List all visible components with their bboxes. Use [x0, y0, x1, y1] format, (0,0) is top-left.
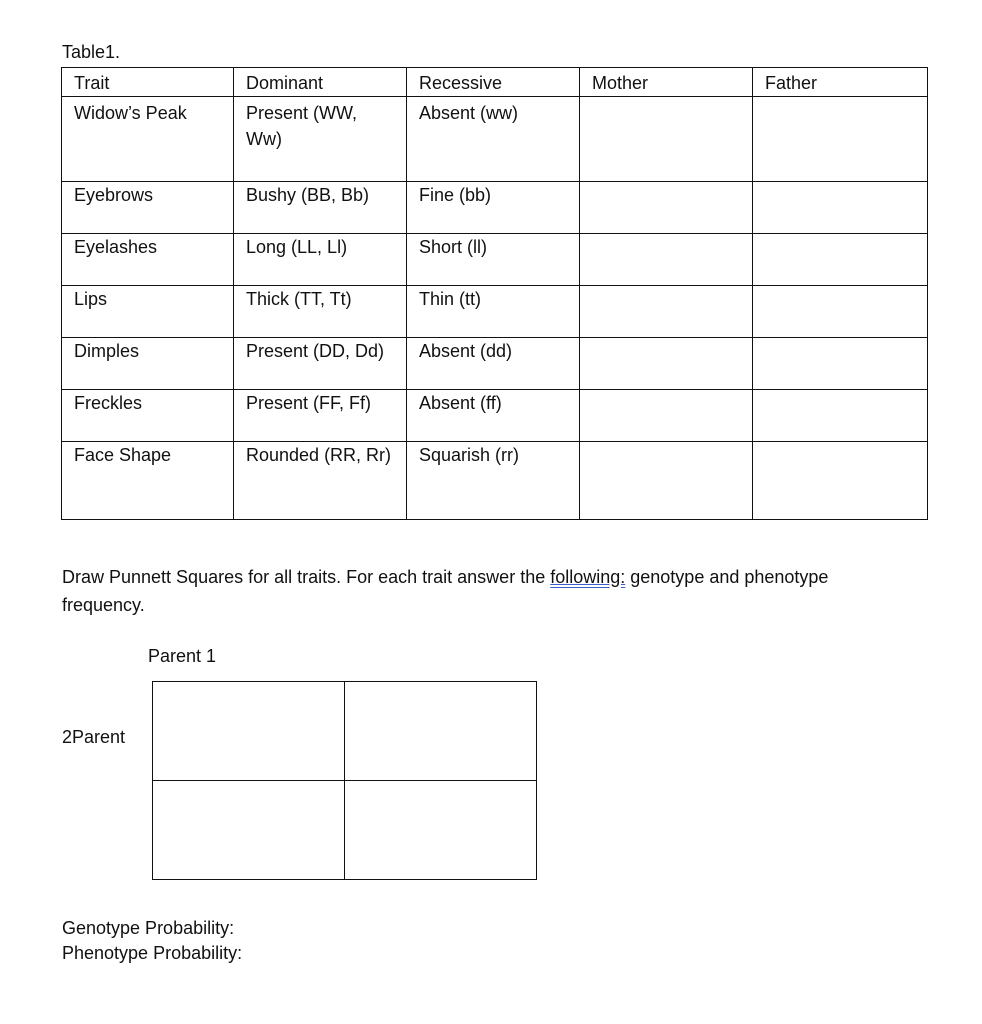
- mother-cell[interactable]: [580, 234, 753, 286]
- father-cell[interactable]: [753, 234, 928, 286]
- dominant-cell: Rounded (RR, Rr): [234, 442, 407, 520]
- trait-cell: Freckles: [62, 390, 234, 442]
- recessive-cell: Short (ll): [407, 234, 580, 286]
- trait-cell: Widow’s Peak: [62, 97, 234, 182]
- dominant-cell: Present (FF, Ff): [234, 390, 407, 442]
- phenotype-probability-label: Phenotype Probability:: [62, 943, 243, 963]
- instructions-text: [62, 563, 882, 619]
- punnett-cell-top-right[interactable]: [345, 682, 537, 781]
- table-row: [62, 182, 928, 234]
- father-cell[interactable]: [753, 286, 928, 338]
- mother-cell[interactable]: [580, 338, 753, 390]
- recessive-cell: Absent (ww): [407, 97, 580, 182]
- mother-cell[interactable]: [580, 442, 753, 520]
- parent1-label: Parent 1: [148, 646, 217, 666]
- dominant-cell: Thick (TT, Tt): [234, 286, 407, 338]
- instructions-underlined: following:: [550, 567, 626, 587]
- genotype-probability-label: Genotype Probability:: [62, 918, 235, 938]
- parent2-label: 2Parent: [62, 727, 126, 747]
- father-cell[interactable]: [753, 338, 928, 390]
- punnett-cell-top-left[interactable]: [153, 682, 345, 781]
- header-dominant: Dominant: [234, 68, 407, 97]
- father-cell[interactable]: [753, 390, 928, 442]
- probabilities: [62, 916, 242, 966]
- table-header-row: [62, 68, 928, 97]
- father-cell[interactable]: [753, 182, 928, 234]
- recessive-cell: Squarish (rr): [407, 442, 580, 520]
- mother-cell[interactable]: [580, 182, 753, 234]
- mother-cell[interactable]: [580, 97, 753, 182]
- table-caption: Table1.: [62, 42, 121, 62]
- trait-cell: Eyebrows: [62, 182, 234, 234]
- header-father: Father: [753, 68, 928, 97]
- trait-cell: Lips: [62, 286, 234, 338]
- table-row: [62, 390, 928, 442]
- punnett-cell-bottom-left[interactable]: [153, 781, 345, 880]
- table-row: [62, 97, 928, 182]
- table-row: [62, 234, 928, 286]
- mother-cell[interactable]: [580, 286, 753, 338]
- punnett-square: [152, 681, 537, 880]
- dominant-cell: Long (LL, Ll): [234, 234, 407, 286]
- trait-cell: Face Shape: [62, 442, 234, 520]
- dominant-cell: Present (DD, Dd): [234, 338, 407, 390]
- trait-cell: Dimples: [62, 338, 234, 390]
- punnett-cell-bottom-right[interactable]: [345, 781, 537, 880]
- recessive-cell: Fine (bb): [407, 182, 580, 234]
- mother-cell[interactable]: [580, 390, 753, 442]
- header-recessive: Recessive: [407, 68, 580, 97]
- recessive-cell: Absent (dd): [407, 338, 580, 390]
- instructions-after: genotype and phenotype frequency.: [62, 567, 829, 615]
- header-trait: Trait: [62, 68, 234, 97]
- table-row: [62, 286, 928, 338]
- instructions-before: Draw Punnett Squares for all traits. For each trait answer the: [62, 567, 551, 587]
- father-cell[interactable]: [753, 442, 928, 520]
- dominant-cell: Bushy (BB, Bb): [234, 182, 407, 234]
- father-cell[interactable]: [753, 97, 928, 182]
- header-mother: Mother: [580, 68, 753, 97]
- table-row: [62, 442, 928, 520]
- dominant-cell: Present (WW, Ww): [234, 97, 407, 182]
- recessive-cell: Absent (ff): [407, 390, 580, 442]
- traits-table: [61, 67, 928, 520]
- recessive-cell: Thin (tt): [407, 286, 580, 338]
- trait-cell: Eyelashes: [62, 234, 234, 286]
- table-row: [62, 338, 928, 390]
